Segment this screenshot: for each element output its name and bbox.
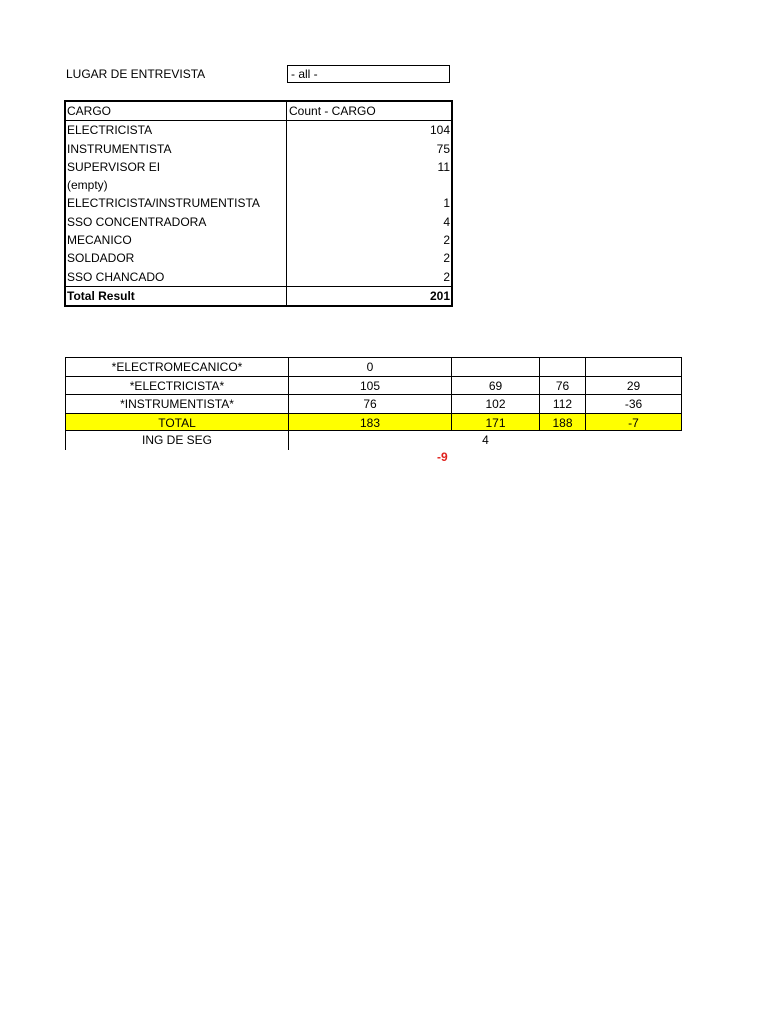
summary-table xyxy=(65,357,682,450)
summary-value-cell: 0 xyxy=(288,357,451,376)
pivot-count-cell: 4 xyxy=(443,214,450,229)
pivot-count-cell: 75 xyxy=(436,141,450,156)
pivot-count-cell: 2 xyxy=(443,251,450,266)
summary-ing-row xyxy=(65,431,682,450)
pivot-cargo-cell: MECANICO xyxy=(66,231,287,249)
filter-dropdown[interactable]: - all - xyxy=(287,65,450,83)
summary-value-cell: 112 xyxy=(539,394,585,413)
pivot-total-count: 201 xyxy=(429,288,450,303)
filter-label: LUGAR DE ENTREVISTA xyxy=(66,67,206,81)
pivot-row xyxy=(66,268,451,286)
pivot-count-cell: 2 xyxy=(443,269,450,284)
pivot-header-count: Count - CARGO xyxy=(289,104,376,118)
summary-total-value: 183 xyxy=(288,413,451,432)
pivot-count-cell: 104 xyxy=(429,123,450,138)
summary-value-cell xyxy=(451,357,539,376)
summary-value-cell: 102 xyxy=(451,394,539,413)
summary-value-cell: 29 xyxy=(585,376,682,395)
pivot-cargo-cell: (empty) xyxy=(66,176,287,194)
pivot-header-cargo[interactable]: CARGO xyxy=(66,102,287,120)
pivot-total-row xyxy=(66,286,451,305)
pivot-cargo-cell: SSO CHANCADO xyxy=(66,268,287,286)
summary-value-cell: 76 xyxy=(288,394,451,413)
pivot-row xyxy=(66,158,451,176)
summary-ing-value: 4 xyxy=(288,431,682,450)
pivot-count-cell xyxy=(287,176,451,194)
summary-total-row xyxy=(65,413,682,432)
summary-total-label: TOTAL xyxy=(65,413,288,432)
summary-row xyxy=(65,376,682,395)
summary-value-cell: 76 xyxy=(539,376,585,395)
summary-value-cell xyxy=(539,357,585,376)
pivot-count-cell: 11 xyxy=(437,159,450,174)
summary-value-cell xyxy=(585,357,682,376)
pivot-cargo-cell: SOLDADOR xyxy=(66,249,287,267)
pivot-row xyxy=(66,140,451,158)
summary-total-value: 188 xyxy=(539,413,585,432)
summary-total-value: -7 xyxy=(585,413,682,432)
pivot-count-cell: 2 xyxy=(443,233,450,248)
summary-value-cell: 105 xyxy=(288,376,451,395)
pivot-row xyxy=(66,249,451,267)
summary-name-cell: *ELECTRICISTA* xyxy=(65,376,288,395)
pivot-row xyxy=(66,194,451,212)
pivot-total-label: Total Result xyxy=(66,287,287,305)
pivot-cargo-cell: SUPERVISOR EI xyxy=(66,158,287,176)
summary-value-cell: -36 xyxy=(585,394,682,413)
pivot-header-row xyxy=(66,102,451,121)
pivot-table xyxy=(64,100,453,307)
pivot-cargo-cell: SSO CONCENTRADORA xyxy=(66,213,287,231)
summary-value-cell: 69 xyxy=(451,376,539,395)
summary-row xyxy=(65,357,682,376)
summary-name-cell: *ELECTROMECANICO* xyxy=(65,357,288,376)
pivot-row xyxy=(66,213,451,231)
summary-name-cell: *INSTRUMENTISTA* xyxy=(65,394,288,413)
pivot-row xyxy=(66,121,451,139)
pivot-cargo-cell: ELECTRICISTA/INSTRUMENTISTA xyxy=(66,194,287,212)
summary-total-value: 171 xyxy=(451,413,539,432)
difference-note: -9 xyxy=(437,450,448,464)
pivot-row xyxy=(66,231,451,249)
pivot-count-cell: 1 xyxy=(443,196,450,211)
pivot-row xyxy=(66,176,451,194)
summary-ing-label: ING DE SEG xyxy=(65,431,288,450)
summary-row xyxy=(65,394,682,413)
pivot-cargo-cell: ELECTRICISTA xyxy=(66,121,287,139)
pivot-cargo-cell: INSTRUMENTISTA xyxy=(66,140,287,158)
